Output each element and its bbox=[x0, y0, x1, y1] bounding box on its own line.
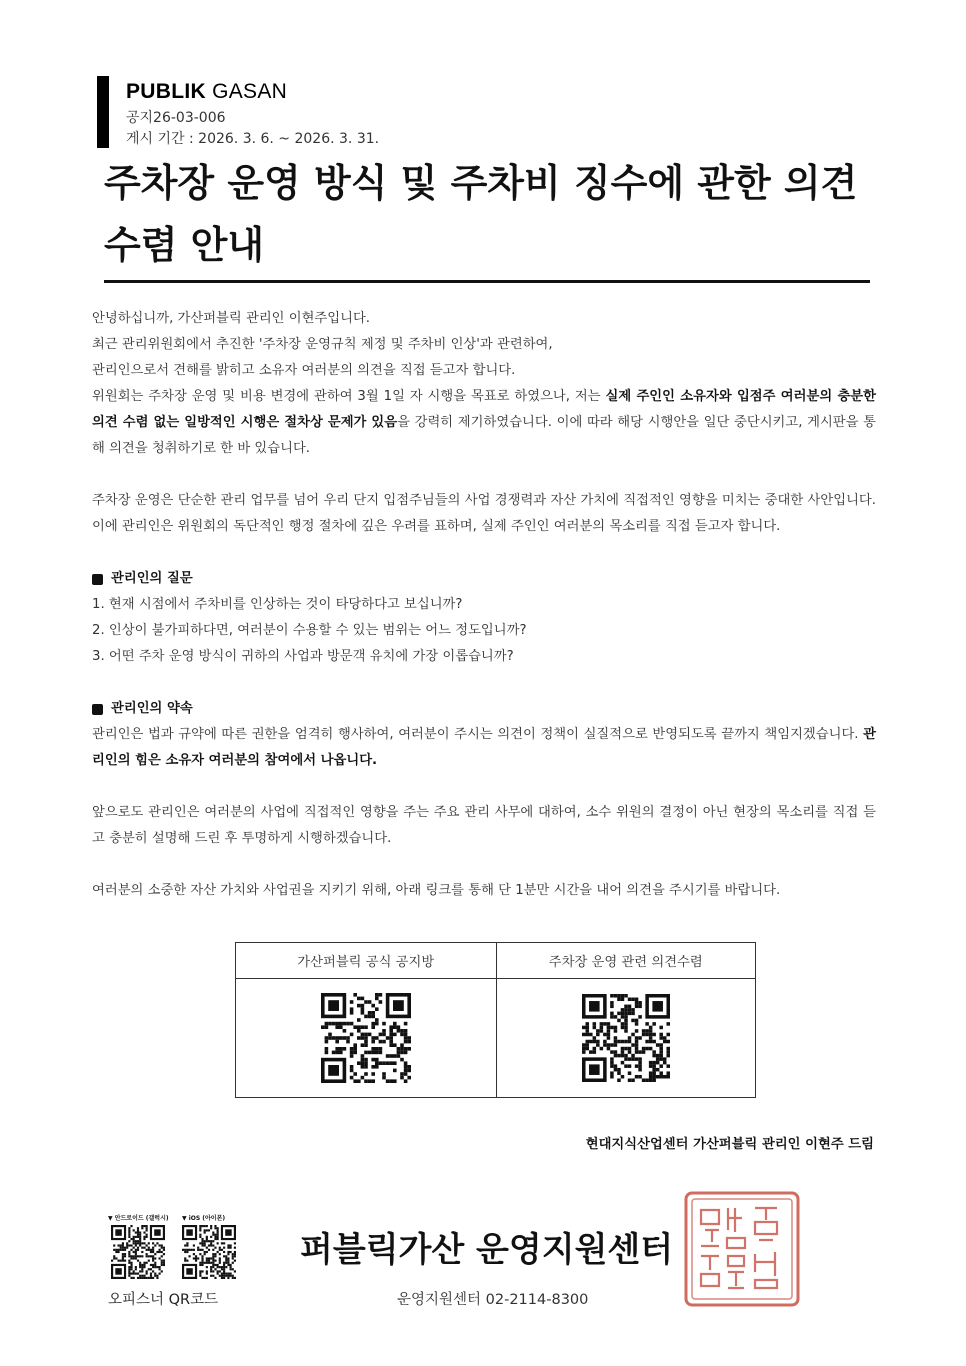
promise-heading bbox=[92, 696, 876, 722]
qr-header-survey: 주차장 운영 관련 의견수렴 bbox=[497, 943, 756, 979]
qr-table bbox=[235, 942, 756, 1098]
brand-rest: GASAN bbox=[212, 80, 288, 103]
qr-code-parking-survey[interactable] bbox=[582, 994, 670, 1082]
qr-column-survey bbox=[496, 943, 756, 1097]
qr-code-notice-room[interactable] bbox=[321, 993, 411, 1083]
brand-bold: PUBLIK bbox=[126, 80, 206, 103]
ios-qr-block bbox=[182, 1213, 236, 1283]
intro-line-3: 관리인으로서 견해를 밝히고 소유자 여러분의 의견을 직접 듣고자 합니다. bbox=[92, 363, 516, 378]
android-qr-block bbox=[108, 1213, 169, 1283]
qr-code-ios[interactable] bbox=[182, 1225, 236, 1279]
intro-paragraph-4 bbox=[92, 384, 876, 462]
promise-text: 관리인은 법과 규약에 따른 권한을 엄격히 행사하여, 여러분이 주시는 의견이 정책이 실질적으로 반영되도록 끝까지 책임지겠습니다. bbox=[92, 727, 864, 742]
notice-number: 공지26-03-006 bbox=[126, 110, 226, 126]
bullet-square-icon bbox=[92, 574, 103, 585]
title-divider bbox=[104, 280, 870, 283]
promise-bold: 관리인의 힘은 소유자 여러분의 참여에서 나옵니다. bbox=[92, 727, 876, 768]
promise-heading-text: 관리인의 약속 bbox=[111, 701, 193, 716]
questions-heading bbox=[92, 566, 876, 592]
posting-period: 게시 기간 : 2026. 3. 6. ~ 2026. 3. 31. bbox=[126, 131, 380, 147]
signature: 현대지식산업센터 가산퍼블릭 관리인 이현주 드림 bbox=[585, 1137, 874, 1152]
brand-accent-bar bbox=[97, 76, 109, 148]
bullet-square-icon bbox=[92, 704, 103, 715]
intro-line-1: 안녕하십니까, 가산퍼블릭 관리인 이현주입니다. bbox=[92, 311, 371, 326]
support-center-phone: 운영지원센터 02-2114-8300 bbox=[397, 1292, 589, 1308]
question-item: 1. 현재 시점에서 주차비를 인상하는 것이 타당하다고 보십니까? bbox=[92, 597, 463, 612]
intro-line-2: 최근 관리위원회에서 추진한 '주차장 운영규칙 제정 및 주차비 인상'과 관련하여, bbox=[92, 337, 553, 352]
intro-p4-bold: 실제 주인인 소유자와 입점주 여러분의 충분한 의견 수렴 없는 일방적인 시행은 절차상 문제가 있음 bbox=[92, 389, 876, 430]
official-seal-stamp bbox=[683, 1190, 801, 1308]
question-item: 2. 인상이 불가피하다면, 여러분이 수용할 수 있는 범위는 어느 정도입니까? bbox=[92, 623, 527, 638]
qr-code-android[interactable] bbox=[111, 1225, 165, 1279]
office-qr-caption: 오피스너 QR코드 bbox=[108, 1292, 219, 1308]
qr-column-notice bbox=[236, 943, 496, 1097]
intro-p4-start: 위원회는 주차장 운영 및 비용 변경에 관하여 3월 1일 자 시행을 목표로 하였으나, 저는 bbox=[92, 389, 606, 404]
qr-header-notice: 가산퍼블릭 공식 공지방 bbox=[236, 943, 496, 979]
question-item: 3. 어떤 주차 운영 방식이 귀하의 사업과 방문객 유치에 가장 이롭습니까? bbox=[92, 649, 514, 664]
paragraph-4: 여러분의 소중한 자산 가치와 사업권을 지키기 위해, 아래 링크를 통해 단 1분만 시간을 내어 의견을 주시기를 바랍니다. bbox=[92, 883, 781, 898]
promise-paragraph bbox=[92, 722, 876, 774]
android-label: ▼ 안드로이드 (갤럭시) bbox=[108, 1215, 169, 1222]
paragraph-2: 주차장 운영은 단순한 관리 업무를 넘어 우리 단지 입점주님들의 사업 경쟁력과 자산 가치에 직접적인 영향을 미치는 중대한 사안입니다. 이에 관리인은 위원회의 독단적인 행정 절차에 깊은 우려를 표하며, 실제 주인인 여러분의 목소리를 직접 듣고자 합니다. bbox=[92, 493, 876, 534]
support-center-name: 퍼블릭가산 운영지원센터 bbox=[300, 1230, 674, 1270]
intro-p4-end: 을 강력히 제기하였습니다. 이에 따라 해당 시행안을 일단 중단시키고, 게시판을 통해 의견을 청취하기로 한 바 있습니다. bbox=[92, 415, 876, 456]
paragraph-3: 앞으로도 관리인은 여러분의 사업에 직접적인 영향을 주는 주요 관리 사무에 대하여, 소수 위원의 결정이 아닌 현장의 목소리를 직접 듣고 충분히 설명해 드린 후 투명하게 시행하겠습니다. bbox=[92, 805, 876, 846]
page-title: 주차장 운영 방식 및 주차비 징수에 관한 의견 수렴 안내 bbox=[104, 161, 858, 267]
ios-label: ▼ iOS (아이폰) bbox=[182, 1215, 226, 1222]
questions-heading-text: 관리인의 질문 bbox=[111, 571, 193, 586]
notice-body bbox=[92, 306, 876, 904]
brand-logo bbox=[126, 80, 287, 104]
